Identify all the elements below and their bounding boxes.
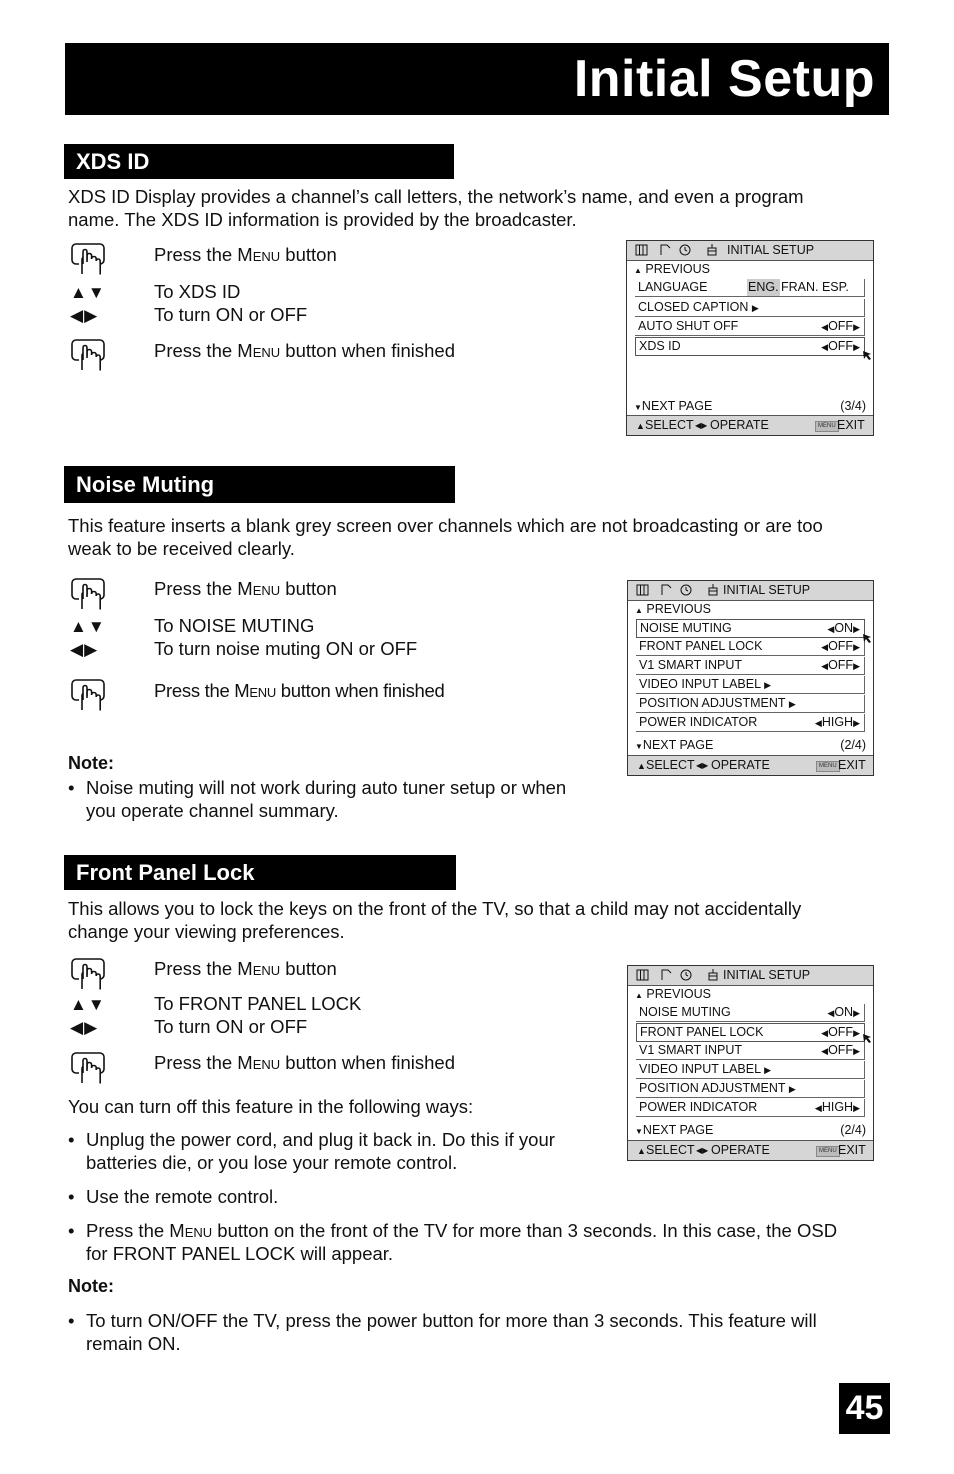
section-heading-noise-muting: Noise Muting: [64, 466, 455, 503]
updown-arrows-icon: ▲▼: [70, 283, 106, 302]
menu-hand-icon: [70, 240, 106, 276]
osd-item-noise-muting: NOISE MUTING ◀ON▶: [636, 1004, 865, 1022]
updown-arrows-icon: ▲▼: [70, 995, 106, 1014]
osd-title: INITIAL SETUP: [723, 583, 811, 597]
osd-previous: ▲ PREVIOUS: [634, 262, 711, 276]
menu-chip-icon: MENU: [815, 421, 839, 432]
xds-step3: Press the Menu button when finished: [154, 340, 456, 361]
setup-icon: [707, 584, 719, 596]
osd-item-v1-smart-input: V1 SMART INPUT ◀OFF▶: [636, 657, 865, 675]
osd-item-front-panel-lock: FRONT PANEL LOCK ◀OFF▶: [636, 1023, 865, 1042]
osd-tab-icons: [636, 584, 696, 596]
osd-item-video-input-label: VIDEO INPUT LABEL ▶: [636, 1061, 865, 1079]
osd-item-xds-id: XDS ID ◀OFF▶: [635, 337, 865, 356]
menu-chip-icon: MENU: [816, 1146, 840, 1157]
osd-tab-icons: [636, 969, 696, 981]
xds-step2b: To turn ON or OFF: [154, 304, 308, 325]
xds-intro: [68, 185, 888, 231]
osd-item-position-adjustment: POSITION ADJUSTMENT ▶: [636, 1080, 865, 1098]
section-heading-front-panel-lock: Front Panel Lock: [64, 855, 456, 890]
fpl-step2a: To FRONT PANEL LOCK: [154, 993, 362, 1014]
menu-chip-icon: MENU: [816, 761, 840, 772]
fpl-note-bullet: • To turn ON/OFF the TV, press the power button for more than 3 seconds. This feature will remain ON.: [68, 1310, 817, 1354]
fpl-step2b: To turn ON or OFF: [154, 1016, 308, 1037]
fpl-bullet-remote: • Use the remote control.: [68, 1186, 279, 1207]
osd-previous: ▲ PREVIOUS: [635, 602, 712, 616]
leftright-arrows-icon: ◀▶: [70, 1018, 99, 1037]
setup-icon: [707, 969, 719, 981]
osd-item-power-indicator: POWER INDICATOR ◀HIGH▶: [636, 1099, 865, 1117]
osd-header: [627, 241, 873, 261]
osd-previous: ▲ PREVIOUS: [635, 987, 712, 1001]
title-banner: [65, 43, 889, 115]
osd-header: [628, 966, 873, 986]
osd-title: INITIAL SETUP: [727, 243, 815, 257]
noise-intro-line2: weak to be received clearly.: [68, 538, 295, 559]
osd-menu-noise-muting: [627, 580, 874, 776]
fpl-bullet-unplug: • Unplug the power cord, and plug it back in. Do this if your batteries die, or you lose your remote control.: [68, 1129, 555, 1173]
osd-item-auto-shut-off: AUTO SHUT OFF ◀OFF▶: [635, 318, 865, 336]
fpl-intro-line2: change your viewing preferences.: [68, 921, 345, 942]
osd-item-closed-caption: CLOSED CAPTION ▶: [635, 299, 865, 317]
xds-intro-line2: name. The XDS ID information is provided by the broadcaster.: [68, 209, 577, 230]
osd-item-video-input-label: VIDEO INPUT LABEL ▶: [636, 676, 865, 694]
fpl-step1: Press the Menu button: [154, 958, 337, 979]
osd-title: INITIAL SETUP: [723, 968, 811, 982]
osd-item-front-panel-lock: FRONT PANEL LOCK ◀OFF▶: [636, 638, 865, 656]
cursor-arrow-icon: [863, 351, 872, 360]
fpl-ways-intro: You can turn off this feature in the following ways:: [68, 1096, 474, 1117]
noise-step2b: To turn noise muting ON or OFF: [154, 638, 418, 659]
menu-hand-icon: [70, 575, 106, 611]
osd-footer: ▲ SELECT ◀▶ OPERATE MENU EXIT: [628, 1140, 873, 1160]
osd-next-page: ▼NEXT PAGE (2/4): [635, 1123, 866, 1137]
setup-icon: [706, 244, 718, 256]
menu-hand-icon: [70, 336, 106, 372]
osd-item-position-adjustment: POSITION ADJUSTMENT ▶: [636, 695, 865, 713]
osd-item-v1-smart-input: V1 SMART INPUT ◀OFF▶: [636, 1042, 865, 1060]
osd-footer: ▲ SELECT ◀▶ OPERATE MENU EXIT: [627, 415, 873, 435]
menu-hand-icon: [70, 1049, 106, 1085]
osd-footer: ▲ SELECT ◀▶ OPERATE MENU EXIT: [628, 755, 873, 775]
menu-hand-icon: [70, 955, 106, 991]
xds-step1: Press the Menu button: [154, 244, 337, 265]
xds-step2a: To XDS ID: [154, 281, 241, 302]
updown-arrows-icon: ▲▼: [70, 617, 106, 636]
menu-hand-icon: [70, 676, 106, 712]
noise-note-bullet: • Noise muting will not work during auto tuner setup or when you operate channel summary.: [68, 777, 567, 821]
cursor-arrow-icon: [863, 1034, 872, 1043]
osd-menu-xds: [626, 240, 874, 436]
osd-tab-icons: [635, 244, 695, 256]
osd-next-page: ▼NEXT PAGE (3/4): [634, 399, 866, 413]
fpl-intro: [68, 897, 888, 943]
osd-menu-front-panel-lock: [627, 965, 874, 1161]
fpl-bullet-menu-button: • Press the Menu button on the front of the TV for more than 3 seconds. In this case, the OSD for FRONT PANEL LOCK will appear.: [68, 1220, 838, 1264]
page-title: Initial Setup: [573, 50, 875, 108]
osd-item-power-indicator: POWER INDICATOR ◀HIGH▶: [636, 714, 865, 732]
osd-header: [628, 581, 873, 601]
noise-intro: [68, 514, 888, 560]
osd-next-page: ▼NEXT PAGE (2/4): [635, 738, 866, 752]
noise-step3: Press the Menu button when finished: [154, 680, 445, 701]
page-number: 45: [839, 1383, 890, 1434]
xds-intro-line1: XDS ID Display provides a channel’s call letters, the network’s name, and even a program: [68, 186, 804, 207]
leftright-arrows-icon: ◀▶: [70, 640, 99, 659]
fpl-step3: Press the Menu button when finished: [154, 1052, 456, 1073]
osd-item-noise-muting: NOISE MUTING ◀ON▶: [636, 619, 865, 638]
noise-step2a: To NOISE MUTING: [154, 615, 315, 636]
fpl-note-label: Note:: [68, 1276, 114, 1296]
leftright-arrows-icon: ◀▶: [70, 306, 99, 325]
cursor-arrow-icon: [863, 634, 872, 643]
noise-intro-line1: This feature inserts a blank grey screen over channels which are not broadcasting or are too: [68, 515, 823, 536]
osd-item-language: LANGUAGE ENG. FRAN. ESP.: [635, 279, 865, 297]
fpl-intro-line1: This allows you to lock the keys on the front of the TV, so that a child may not accidentally: [68, 898, 802, 919]
noise-step1: Press the Menu button: [154, 578, 337, 599]
section-heading-xds-id: XDS ID: [64, 144, 454, 179]
noise-note-label: Note:: [68, 753, 114, 773]
